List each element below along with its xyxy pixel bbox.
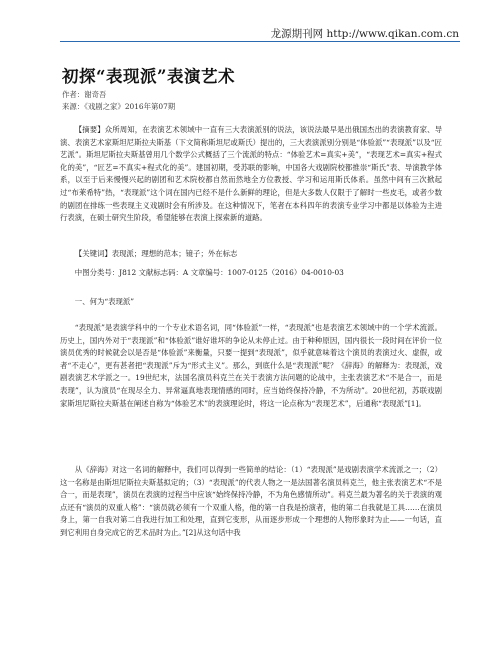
article-source: 来源：《戏剧之家》2016年第07期 xyxy=(62,102,176,111)
article-title: 初探“表现派”表演艺术 xyxy=(62,67,235,86)
classification-block xyxy=(60,267,442,280)
journal-header: 龙源期刊网 http://www.qikan.com.cn xyxy=(270,28,459,40)
classification-text: 中图分类号：J812 文献标志码：A 文章编号：1007-0125（2016）04-0010-03 xyxy=(74,268,344,277)
section-heading-block xyxy=(60,296,442,309)
paragraph-text: 从《辞海》对这一名词的解释中，我们可以得到一些简单的结论：（1）“表现派”是戏剧表演学术流派之一；（2）这一名称是由斯坦尼斯拉夫斯基拟定的；（3）“表现派”的代表人物之一是法国著名演员科克兰，他主张表演艺术“不是合一，而是表现”，演员在表演的过程当中应该“始终保持冷静，不为角色感情所动”。科克兰最为著名的关于表演的观点还有“演员的双重人格”：“演员就必须有一个双重人格，他的第一自我是扮演者，他的第二自我就是工具……在演员身上，第一自我对第二自我进行加工和处理，直到它变形，从而逐步形成一个理想的人物形象时为止——一句话，直到它利用自身完成它的艺术品时为止。”[2]从这句话中我 xyxy=(60,465,442,537)
keywords-block xyxy=(60,248,442,261)
header-divider xyxy=(60,41,460,42)
abstract-text: 【摘要】众所周知，在表演艺术领域中一直有三大表演派别的说法，该说法最早是出俄国杰出的表演教育家、导演、表演艺术家斯坦尼斯拉夫斯基（下文简称斯坦尼或斯氏）提出的，三大表演派别分别是“体验派”“表现派”以及“匠艺派”。斯坦尼斯拉夫斯基曾用几个数学公式概括了三个流派的特点：“体验艺术=真实+美”，“表现艺术=真实+程式化的美”，“匠艺=不真实+程式化的美”。建国初期，受苏联的影响，中国各大戏剧院校都推崇“斯氏”表、导演教学体系，以至于后来慢慢兴起的剧团和艺术院校都自然而然地全方位教授、学习和运用斯氏体系。虽然中间有三次掀起过“布莱希特”热，“表现派”这个词在国内已经不是什么新鲜的理论，但是大多数人仅限于了解时一些皮毛，或者少数的剧团在排练一些表现主义戏剧时会有所涉及。在这种情况下，笔者在本科四年的表演专业学习中都是以体验为主进行表演，在硕士研究生阶段，希望能够在表演上探索新的道路。 xyxy=(60,125,442,223)
abstract-block xyxy=(60,124,442,225)
paragraph-text: “表现派”是表演学科中的一个专业术语名词，同“体验派”一样，“表现派”也是表演艺术领域中的一个学术流派。历史上，国内外对于“表现派”和“体验派”谁好谁坏的争论从未停止过。由于种种原因，国内很长一段时间在评价一位演员优秀的时候就会以是否是“体验派”来衡量，只要一提到“表现派”，似乎就意味着这个演员的表演过火、虚假，或者“不走心”，更有甚者把“表现派”斥为“形式主义”。那么，到底什么是“表现派”呢？《辞海》的解释为：表现派，戏剧表演艺术学派之一。19世纪末，法国名演员科克兰在关于表演方法问题的论战中，主张表演艺术“不是合一，而是表现”，认为演员“在现尽全力、异常逼真地表现情感的同时，应当始终保持冷静，不为所动”。20世纪初，苏联戏剧家斯坦尼斯拉夫斯基在阐述自称为“体验艺术”的表演理论时，将这一论点称为“表现艺术”，后通称“表现派”[1]。 xyxy=(60,323,442,408)
article-author: 作者：谢奇吾 xyxy=(62,90,107,99)
body-paragraph-1 xyxy=(60,322,442,410)
body-paragraph-2 xyxy=(60,464,442,540)
section-heading: 一、何为“表现派” xyxy=(74,297,135,306)
keywords-text: 【关键词】表现派；理想的范本；镜子；外在标志 xyxy=(74,249,238,258)
